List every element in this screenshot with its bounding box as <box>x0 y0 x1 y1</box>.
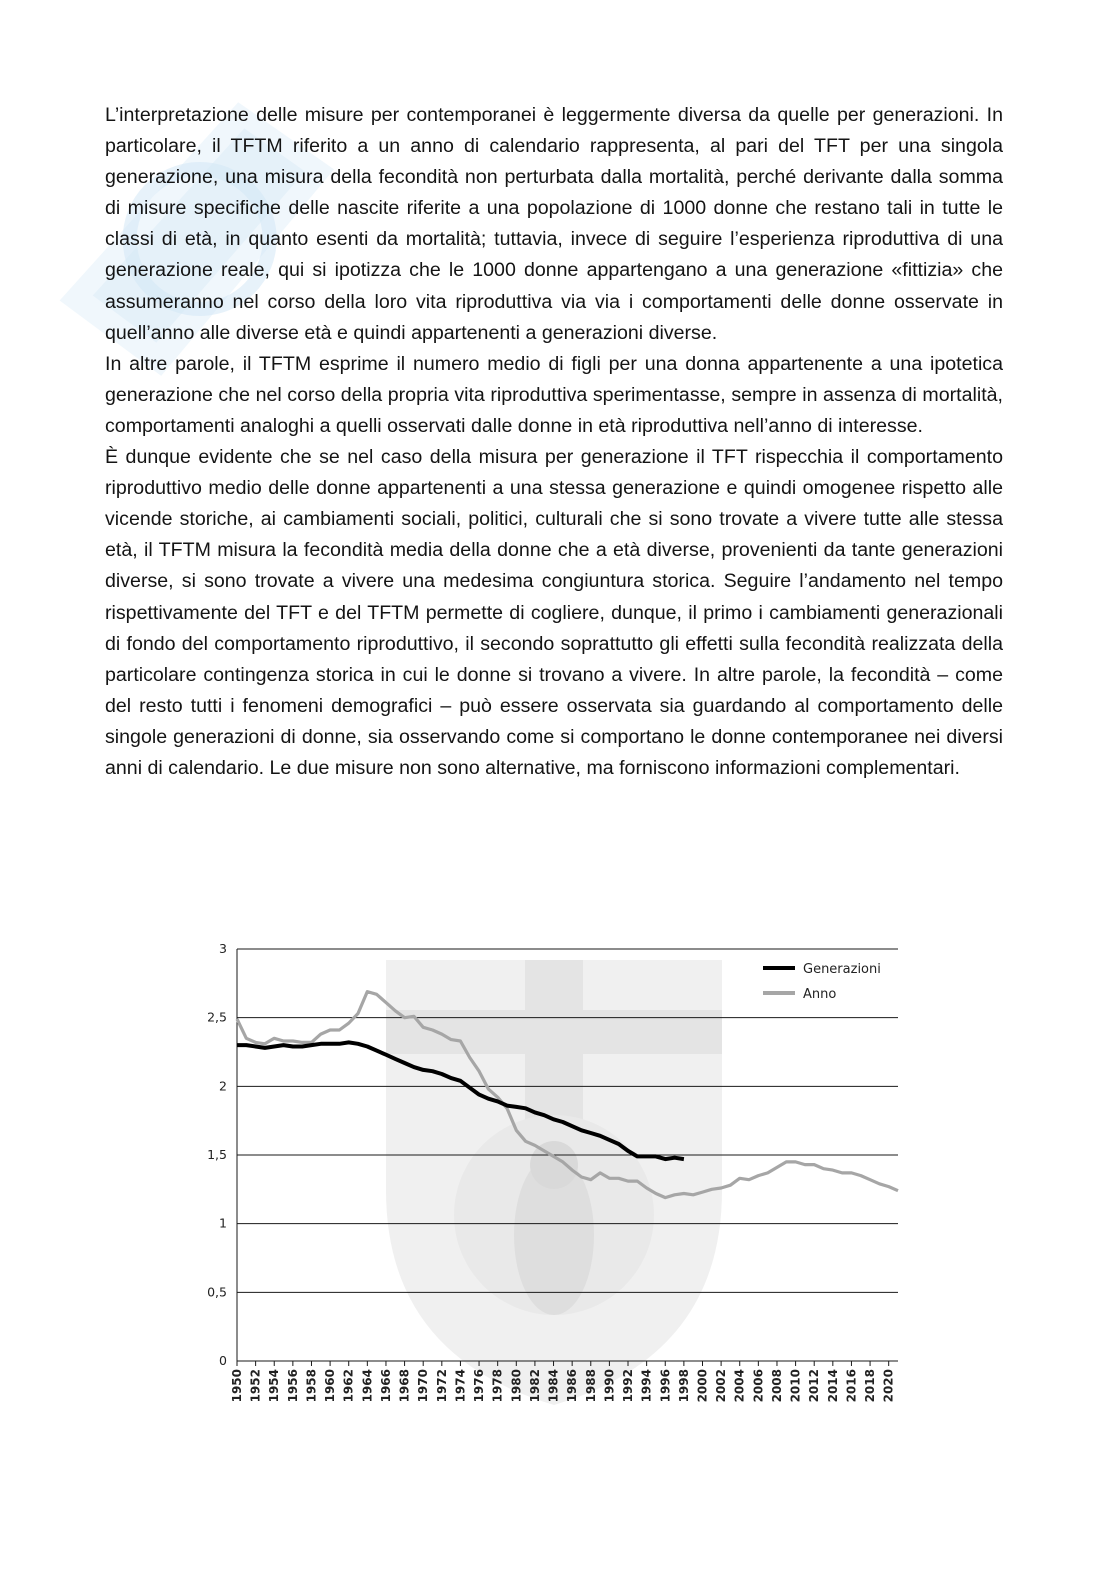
watermark-crest-icon <box>386 960 722 1405</box>
x-tick-label: 2010 <box>788 1369 803 1403</box>
paragraph-3: È dunque evidente che se nel caso della misura per generazione il TFT rispecchia il comportamento riproduttivo medio delle donne appartenenti a una stessa generazione e quindi omogenee rispetto alle vicende storiche, ai cambiamenti sociali, politici, culturali che si sono trovate a vivere tutte alle stessa età, il TFTM misura la fecondità media della donne che a età diverse, provenienti da tante generazioni diverse, si sono trovate a vivere una medesima congiuntura storica. Seguire l’andamento nel tempo rispettivamente del TFT e del TFTM permette di cogliere, dunque, il primo i cambiamenti generazionali di fondo del comportamento riproduttivo, il secondo soprattutto gli effetti sulla fecondità realizzata della particolare contingenza storica in cui le donne si trovano a vivere. In altre parole, la fecondità – come del resto tutti i fenomeni demografici – può essere osservata sia guardando al comportamento delle singole generazioni di donne, sia osservando come si comportano le donne contemporanee nei diversi anni di calendario. Le due misure non sono alternative, ma forniscono informazioni complementari. <box>105 446 1003 779</box>
legend-label-anno: Anno <box>803 987 837 1002</box>
x-tick-label: 1958 <box>304 1369 319 1403</box>
y-tick-label: 2,5 <box>207 1009 227 1025</box>
x-tick-label: 1960 <box>323 1369 338 1403</box>
y-axis-ticks <box>207 941 227 1368</box>
paragraph-2: In altre parole, il TFTM esprime il numero medio di figli per una donna appartenente a una ipotetica generazione che nel corso della propria vita riproduttiva sperimentasse, sempre in assenza di mortalità, comportamenti analoghi a quelli osservati dalle donne in età riproduttiva nell’anno di interesse. <box>105 352 1003 437</box>
body-text <box>105 100 1003 784</box>
x-tick-label: 1988 <box>583 1369 598 1403</box>
y-tick-label: 0 <box>219 1353 227 1368</box>
x-tick-label: 1970 <box>416 1369 431 1403</box>
x-tick-label: 1984 <box>546 1369 561 1403</box>
y-tick-label: 1,5 <box>207 1147 227 1162</box>
y-tick-label: 3 <box>219 941 227 956</box>
x-tick-label: 1962 <box>341 1369 356 1403</box>
fertility-chart <box>190 935 920 1415</box>
x-tick-label: 1950 <box>230 1369 244 1403</box>
x-tick-label: 2020 <box>881 1369 896 1403</box>
chart-svg <box>190 935 920 1415</box>
x-tick-label: 1990 <box>602 1369 617 1403</box>
y-tick-label: 2 <box>219 1078 227 1094</box>
x-tick-label: 1954 <box>267 1369 282 1403</box>
x-tick-label: 2006 <box>751 1369 766 1403</box>
x-tick-label: 2008 <box>769 1369 784 1403</box>
x-tick-label: 1966 <box>378 1369 393 1403</box>
y-tick-label: 0,5 <box>207 1284 227 1300</box>
x-tick-label: 1978 <box>490 1369 505 1403</box>
x-tick-label: 1986 <box>565 1369 580 1403</box>
x-tick-label: 1956 <box>285 1369 300 1403</box>
x-tick-label: 1994 <box>639 1369 654 1403</box>
x-tick-label: 1992 <box>621 1369 636 1403</box>
paragraph-1: L’interpretazione delle misure per contemporanei è leggermente diversa da quelle per generazioni. In particolare, il TFTM riferito a un anno di calendario rappresenta, al pari del TFT per una singola generazione, una misura della fecondità non perturbata dalla mortalità, perché derivante dalla somma di misure specifiche delle nascite riferite a una popolazione di 1000 donne che restano tali in tutte le classi di età, in quanto esenti da mortalità; tuttavia, invece di seguire l’esperienza riproduttiva di una generazione reale, qui si ipotizza che le 1000 donne appartengano a una generazione «fittizia» che assumeranno nel corso della loro vita riproduttiva via via i comportamenti delle donne osservate in quell’anno alle diverse età e quindi appartenenti a generazioni diverse. <box>105 104 1003 344</box>
x-tick-label: 1968 <box>397 1369 412 1403</box>
x-tick-label: 2018 <box>863 1369 878 1403</box>
x-tick-label: 1974 <box>453 1369 468 1403</box>
x-tick-label: 1952 <box>248 1369 263 1403</box>
chart-legend <box>763 962 881 1002</box>
x-tick-label: 2014 <box>825 1369 840 1403</box>
x-tick-label: 2000 <box>695 1369 710 1403</box>
x-tick-label: 1982 <box>527 1369 542 1403</box>
x-tick-label: 2004 <box>732 1369 747 1403</box>
x-tick-label: 1972 <box>434 1369 449 1403</box>
x-tick-label: 2016 <box>844 1369 859 1403</box>
x-tick-label: 1976 <box>472 1369 487 1403</box>
x-tick-label: 1998 <box>676 1369 691 1403</box>
legend-label-generazioni: Generazioni <box>803 962 881 977</box>
x-tick-label: 2012 <box>807 1369 822 1403</box>
x-tick-label: 1980 <box>509 1369 524 1403</box>
x-tick-label: 1964 <box>360 1369 375 1403</box>
x-tick-label: 1996 <box>658 1369 673 1403</box>
x-tick-label: 2002 <box>714 1369 729 1403</box>
y-tick-label: 1 <box>219 1215 227 1231</box>
